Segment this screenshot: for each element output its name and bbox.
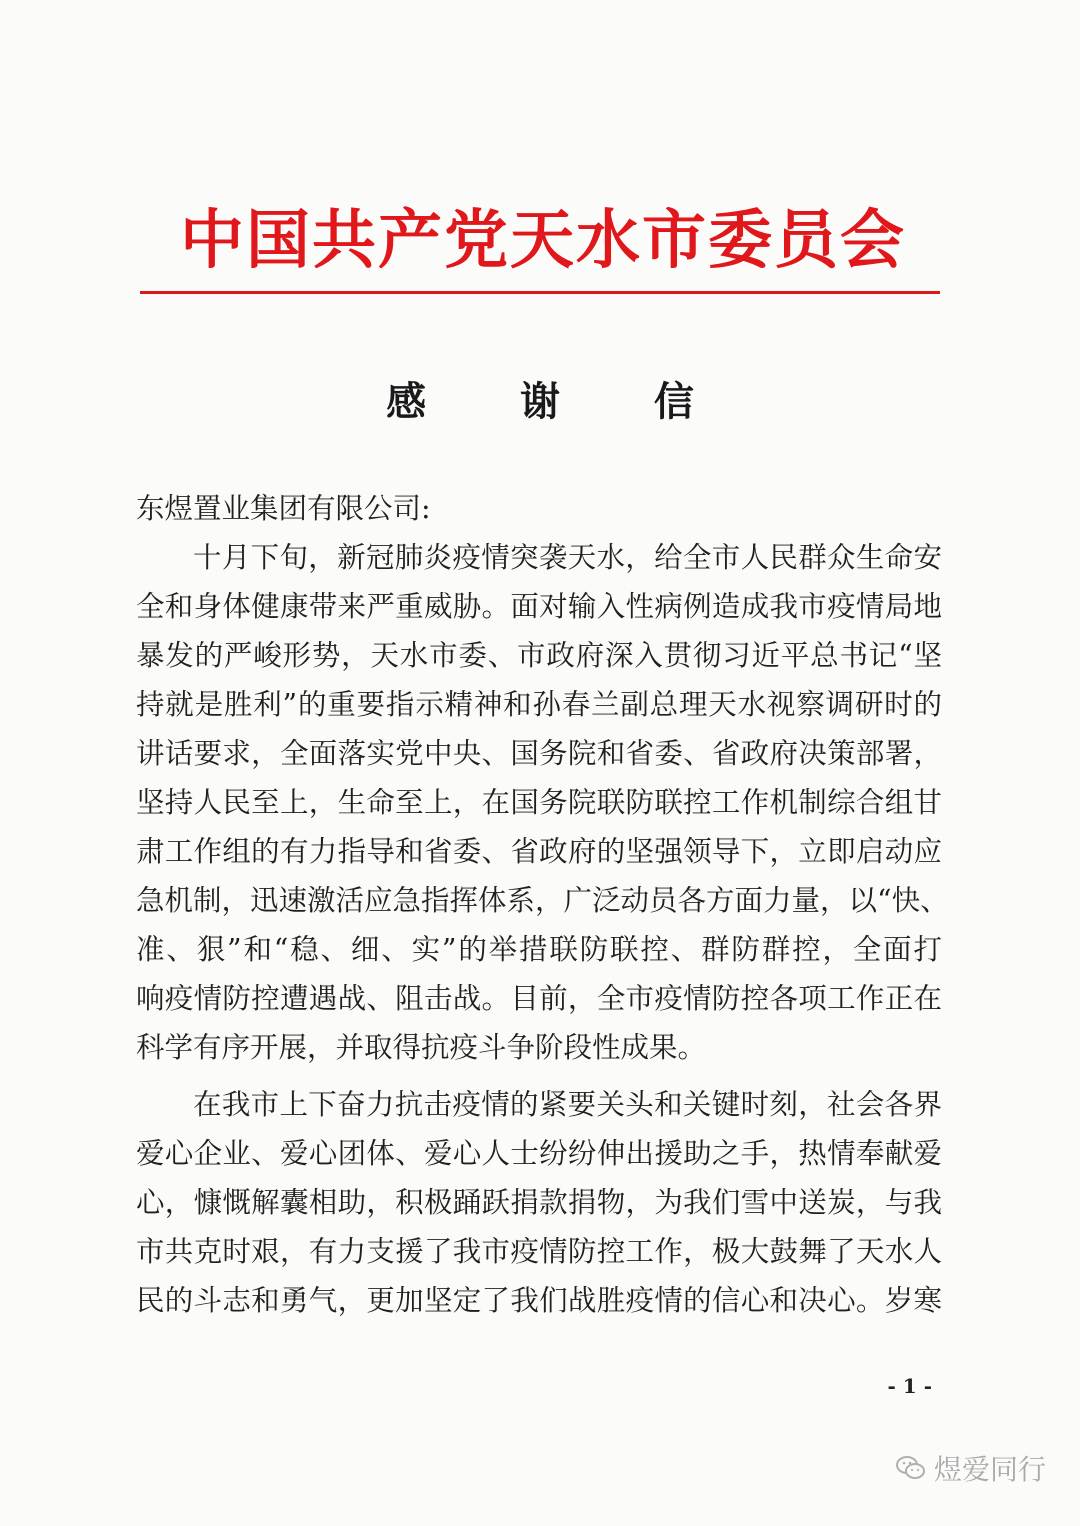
paragraph-line: 民的斗志和勇气，更加坚定了我们战胜疫情的信心和决心。岁寒 — [136, 1284, 942, 1317]
letter-title: 感 谢 信 — [386, 378, 734, 425]
paragraph-2 — [136, 1080, 942, 1325]
paragraph-line: 十月下旬，新冠肺炎疫情突袭天水，给全市人民群众生命安 — [193, 541, 942, 574]
watermark-text: 煜爱同行 — [933, 1453, 1046, 1486]
paragraph-line: 准、狠”和“稳、细、实”的举措联防联控、群防群控，全面打 — [136, 933, 942, 966]
paragraph-line: 心，慷慨解囊相助，积极踊跃捐款捐物，为我们雪中送炭，与我 — [136, 1186, 942, 1219]
paragraph-line: 肃工作组的有力指导和省委、省政府的坚强领导下，立即启动应 — [136, 835, 942, 868]
letterhead-red-rule — [140, 291, 940, 294]
letterhead-title: 中国共产党天水市委员会 — [180, 203, 906, 278]
paragraph-1 — [136, 533, 949, 1072]
paragraph-line: 在我市上下奋力抗击疫情的紧要关头和关键时刻，社会各界 — [193, 1088, 942, 1121]
paragraph-line: 讲话要求，全面落实党中央、国务院和省委、省政府决策部署， — [136, 737, 942, 770]
paragraph-line: 科学有序开展，并取得抗疫斗争阶段性成果。 — [136, 1031, 707, 1064]
paragraph-line: 持就是胜利”的重要指示精神和孙春兰副总理天水视察调研时的 — [136, 688, 942, 721]
salutation: 东煜置业集团有限公司: — [136, 492, 431, 525]
watermark — [896, 1448, 1046, 1488]
paragraph-line: 急机制，迅速激活应急指挥体系，广泛动员各方面力量，以“快、 — [136, 884, 949, 917]
paragraph-line: 坚持人民至上，生命至上，在国务院联防联控工作机制综合组甘 — [136, 786, 942, 819]
wechat-icon — [896, 1455, 926, 1481]
paragraph-line: 全和身体健康带来严重威胁。面对输入性病例造成我市疫情局地 — [136, 590, 942, 623]
paragraph-line: 市共克时艰，有力支援了我市疫情防控工作，极大鼓舞了天水人 — [136, 1235, 942, 1268]
paragraph-line: 响疫情防控遭遇战、阻击战。目前，全市疫情防控各项工作正在 — [136, 982, 942, 1015]
paragraph-line: 暴发的严峻形势，天水市委、市政府深入贯彻习近平总书记“坚 — [136, 639, 942, 672]
page-number: - 1 - — [887, 1374, 932, 1398]
paragraph-line: 爱心企业、爱心团体、爱心人士纷纷伸出援助之手，热情奉献爱 — [136, 1137, 942, 1170]
